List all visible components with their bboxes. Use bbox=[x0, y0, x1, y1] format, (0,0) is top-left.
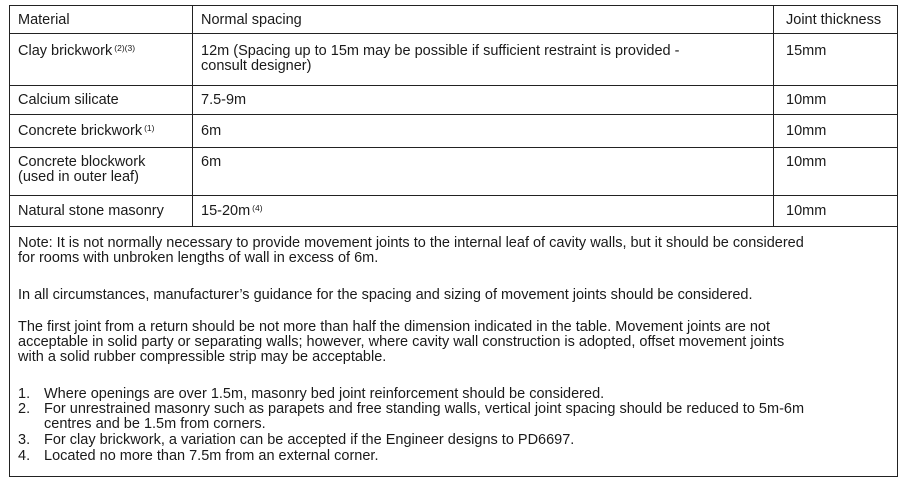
row-spacing: 7.5-9m bbox=[201, 92, 247, 108]
header-spacing: Normal spacing bbox=[201, 12, 302, 28]
row-spacing: 12m (Spacing up to 15m may be possible if sufficient restraint is provided - consult designer) bbox=[201, 43, 680, 74]
footnote-item: 2. For unrestrained masonry such as parapets and free standing walls, vertical joint spacing should be reduced to 5m-6m centres and be 1.5m from corners. bbox=[18, 401, 805, 432]
row-divider bbox=[10, 114, 897, 115]
footnote-ref: (4) bbox=[252, 203, 263, 213]
col-divider bbox=[192, 6, 193, 226]
note-paragraph: Note: It is not normally necessary to provide movement joints to the internal leaf of cavity walls, but it should be considered for rooms with unbroken lengths of wall in excess of 6m. bbox=[18, 235, 804, 266]
row-joint: 10mm bbox=[786, 154, 827, 170]
movement-joint-table bbox=[9, 5, 898, 477]
row-divider bbox=[10, 195, 897, 196]
row-spacing: 15-20m $^{(4)}$ bbox=[201, 203, 263, 219]
row-divider bbox=[10, 85, 897, 86]
row-material: Clay brickwork $^{(2)(3)}$ bbox=[18, 43, 136, 59]
row-joint: 10mm bbox=[786, 92, 827, 108]
note-paragraph: In all circumstances, manufacturer’s guidance for the spacing and sizing of movement joints should be considered. bbox=[18, 287, 753, 303]
row-spacing: 6m bbox=[201, 123, 222, 139]
row-joint: 10mm bbox=[786, 203, 827, 219]
row-material: Concrete blockwork (used in outer leaf) bbox=[18, 154, 146, 185]
row-joint: 10mm bbox=[786, 123, 827, 139]
footnote-ref: (2)(3) bbox=[114, 43, 136, 53]
row-material: Calcium silicate bbox=[18, 92, 119, 108]
col-divider bbox=[773, 6, 774, 226]
row-material: Concrete brickwork $^{(1)}$ bbox=[18, 123, 155, 139]
row-divider bbox=[10, 147, 897, 148]
row-material: Natural stone masonry bbox=[18, 203, 164, 219]
row-divider bbox=[10, 33, 897, 34]
footnote-item: 4. Located no more than 7.5m from an external corner. bbox=[18, 448, 379, 464]
header-material: Material bbox=[18, 12, 70, 28]
header-joint: Joint thickness bbox=[786, 12, 882, 28]
row-joint: 15mm bbox=[786, 43, 827, 59]
row-divider bbox=[10, 226, 897, 227]
note-paragraph: The first joint from a return should be not more than half the dimension indicated in the table. Movement joints are not acceptable in solid party or separating walls; however, where cavity wall construction is adopted, offset movement joints with a solid rubber compressible strip may be acceptable. bbox=[18, 319, 785, 365]
footnote-item: 1. Where openings are over 1.5m, masonry bed joint reinforcement should be considered. bbox=[18, 386, 605, 402]
row-spacing: 6m bbox=[201, 154, 222, 170]
footnote-item: 3. For clay brickwork, a variation can be accepted if the Engineer designs to PD6697. bbox=[18, 432, 575, 448]
footnote-ref: (1) bbox=[144, 123, 155, 133]
